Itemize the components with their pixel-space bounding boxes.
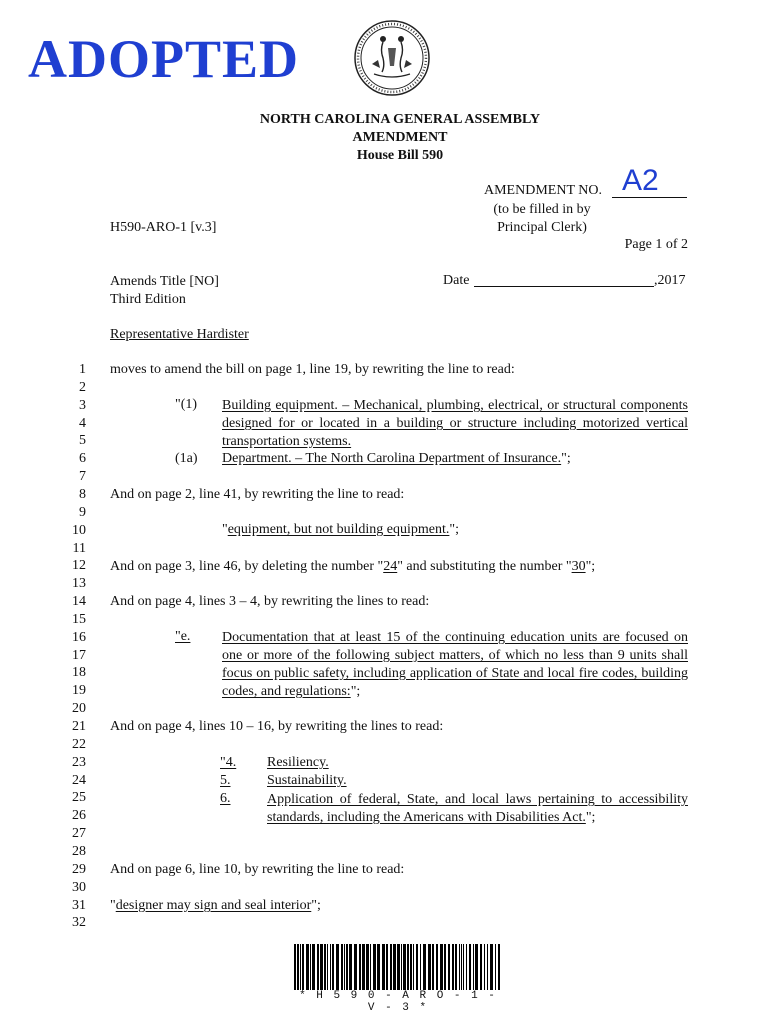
line-number: 27 (72, 826, 86, 842)
equipment-phrase: equipment, but not building equipment. (227, 522, 450, 537)
amend-text-l10 (222, 522, 459, 538)
line-number: 21 (72, 719, 86, 734)
clerk-note-line1: (to be filled in by (493, 202, 591, 217)
new-number: 30 (571, 559, 586, 574)
line-number: 2 (79, 379, 86, 395)
barcode-bar (344, 944, 345, 990)
barcode-bar (306, 944, 309, 990)
item-5-number (220, 773, 231, 789)
barcode-bar (428, 944, 431, 990)
line-number: 5 (79, 433, 86, 449)
page-indicator: Page 1 of 2 (624, 237, 688, 252)
line-number: 28 (72, 843, 86, 859)
barcode-bar (487, 944, 488, 990)
amendment-number-label: AMENDMENT NO. (484, 183, 602, 198)
amend-text-l29: And on page 6, line 10, by rewriting the line to read: (110, 862, 405, 877)
barcode-bar (373, 944, 376, 990)
barcode-bar (423, 944, 426, 990)
line-number: 23 (72, 754, 86, 770)
barcode-bar (294, 944, 296, 990)
amend-text-l8: And on page 2, line 41, by rewriting the line to read: (110, 487, 405, 502)
barcode-bar (440, 944, 443, 990)
barcode-bar (420, 944, 421, 990)
date-year: ,2017 (654, 273, 686, 288)
old-number: 24 (383, 559, 398, 574)
barcode-bar (354, 944, 357, 990)
line-number: 9 (79, 504, 86, 520)
line-number: 31 (72, 897, 86, 913)
item-6-body: Application of federal, State, and local laws pertaining to accessibility standards, including the Americans with Disabilities Act. (267, 792, 688, 825)
barcode-bar (393, 944, 396, 990)
quote-open: " (110, 898, 116, 913)
barcode-bar (436, 944, 438, 990)
barcode-bar (463, 944, 464, 990)
barcode-bar (386, 944, 388, 990)
barcode-bar (452, 944, 454, 990)
barcode-bar (448, 944, 450, 990)
amend-text-l1: moves to amend the bill on page 1, line 19, by rewriting the line to read: (110, 362, 515, 377)
barcode-bar (346, 944, 348, 990)
barcode-bar (413, 944, 414, 990)
line-number: 17 (72, 647, 86, 663)
barcode-bar (495, 944, 496, 990)
barcode-bar (332, 944, 334, 990)
definition-department (222, 451, 688, 467)
item-6-text (267, 791, 688, 827)
adopted-stamp: ADOPTED (28, 29, 300, 89)
line-number: 14 (72, 594, 86, 610)
line-number: 16 (72, 629, 86, 645)
line-number: 13 (72, 576, 86, 592)
definition-building-equipment (222, 397, 688, 451)
amendment-heading: AMENDMENT (352, 130, 448, 145)
barcode-bar (317, 944, 319, 990)
item-4-number (220, 755, 236, 771)
subsection-e-body: Documentation that at least 15 of the continuing education units are focused on one or more of the following subject matters, of which no less than 9 units shall focus on public safety, including application of State and local fire codes, building codes, and regulations: (222, 630, 688, 699)
amend-text-l14: And on page 4, lines 3 – 4, by rewriting the lines to read: (110, 594, 430, 609)
barcode-bar (466, 944, 467, 990)
barcode-bar (432, 944, 434, 990)
barcode-bar (473, 944, 474, 990)
definition-number-1: "(1) (175, 397, 198, 412)
item-5-body: Sustainability. (267, 773, 347, 788)
item-4-text (267, 755, 329, 771)
line-number: 26 (72, 808, 86, 824)
line-number: 22 (72, 736, 86, 752)
bill-identifier: H590-ARO-1 [v.3] (110, 220, 217, 235)
line-number: 32 (72, 915, 86, 931)
barcode-caption: * H 5 9 0 - A R O - 1 - V - 3 * (299, 990, 497, 1014)
item-5-text (267, 773, 347, 789)
representative-name: Representative Hardister (110, 327, 249, 342)
subsection-e-number (175, 629, 190, 645)
barcode-bar (407, 944, 409, 990)
barcode-bar (312, 944, 315, 990)
quote-open: " (222, 522, 228, 537)
amends-title: Amends Title [NO] (110, 274, 219, 289)
quote-close: "; (449, 522, 459, 537)
line-number: 15 (72, 611, 86, 627)
barcode-bar (444, 944, 446, 990)
amend-text-l31 (110, 898, 690, 914)
clerk-note-line2: Principal Clerk) (497, 220, 587, 235)
l12-part-c: " and substituting the number " (397, 559, 572, 574)
line-number: 12 (72, 558, 86, 574)
barcode-bar (469, 944, 471, 990)
date-label: Date (443, 273, 470, 288)
barcode-bar (461, 944, 462, 990)
quote-close: "; (311, 898, 321, 913)
item-6-label: 6. (220, 791, 231, 806)
barcode-bar (341, 944, 343, 990)
barcode-bar (366, 944, 369, 990)
line-number: 3 (79, 397, 86, 413)
line-number: 19 (72, 683, 86, 699)
amend-text-l21: And on page 4, lines 10 – 16, by rewriting the lines to read: (110, 719, 444, 734)
barcode-bar (377, 944, 380, 990)
barcode-bar (397, 944, 400, 990)
line-number: 7 (79, 469, 86, 485)
item-4-label: "4. (220, 755, 237, 770)
designer-phrase: designer may sign and seal interior (115, 898, 312, 913)
barcode-bar (459, 944, 460, 990)
barcode-bar (455, 944, 457, 990)
l12-part-e: "; (585, 559, 596, 574)
amend-text-l12 (110, 559, 690, 575)
barcode-bar (359, 944, 361, 990)
barcode-bar (330, 944, 331, 990)
line-number: 24 (72, 772, 86, 788)
barcode-bar (297, 944, 299, 990)
barcode-bar (484, 944, 485, 990)
line-number: 10 (72, 522, 86, 538)
item-4-body: Resiliency. (267, 755, 329, 770)
barcode-bar (300, 944, 301, 990)
quote-close: "; (585, 810, 596, 825)
barcode-bar (416, 944, 418, 990)
edition: Third Edition (110, 292, 186, 307)
subsection-e-label: "e. (175, 629, 191, 644)
definition-number-1a: (1a) (175, 451, 198, 466)
nc-state-seal-icon (352, 18, 432, 98)
subsection-e-text (222, 629, 688, 701)
barcode-bar (490, 944, 493, 990)
barcode-bar (362, 944, 365, 990)
barcode-bar (410, 944, 412, 990)
line-number: 6 (79, 451, 86, 467)
line-number: 1 (79, 362, 86, 377)
barcode-bar (382, 944, 385, 990)
amends-block (110, 273, 219, 309)
quote-close: "; (561, 451, 571, 466)
definition-building-equipment-text: Building equipment. – Mechanical, plumbing, electrical, or structural components designed for or located in a building or structure including motorized vertical transportation systems. (222, 398, 688, 449)
amendment-number-handwritten: A2 (622, 164, 659, 197)
line-number: 20 (72, 701, 86, 717)
barcode-bar (320, 944, 323, 990)
l12-part-a: And on page 3, line 46, by deleting the number " (110, 559, 384, 574)
assembly-heading: NORTH CAROLINA GENERAL ASSEMBLY (259, 112, 541, 127)
date-line (474, 286, 654, 287)
bill-heading: House Bill 590 (356, 148, 444, 163)
barcode-bar (324, 944, 326, 990)
barcode-bar (349, 944, 352, 990)
barcode-bar (401, 944, 402, 990)
line-number: 8 (79, 486, 86, 502)
line-number: 25 (72, 790, 86, 806)
barcode-bar (310, 944, 311, 990)
item-5-label: 5. (220, 773, 231, 788)
line-number: 29 (72, 861, 86, 877)
line-number: 30 (72, 879, 86, 895)
barcode (294, 944, 502, 990)
barcode-bar (475, 944, 478, 990)
barcode-bar (390, 944, 392, 990)
barcode-bar (370, 944, 371, 990)
line-number: 11 (72, 540, 86, 556)
barcode-bar (327, 944, 328, 990)
clerk-note (488, 201, 596, 237)
barcode-bar (480, 944, 482, 990)
barcode-bar (403, 944, 406, 990)
item-6-number (220, 791, 231, 807)
line-number: 4 (79, 415, 86, 431)
line-number: 18 (72, 665, 86, 681)
barcode-bar (498, 944, 500, 990)
quote-close: "; (350, 684, 361, 699)
barcode-bar (302, 944, 304, 990)
barcode-bar (336, 944, 339, 990)
definition-department-text: Department. – The North Carolina Department of Insurance. (222, 451, 562, 466)
